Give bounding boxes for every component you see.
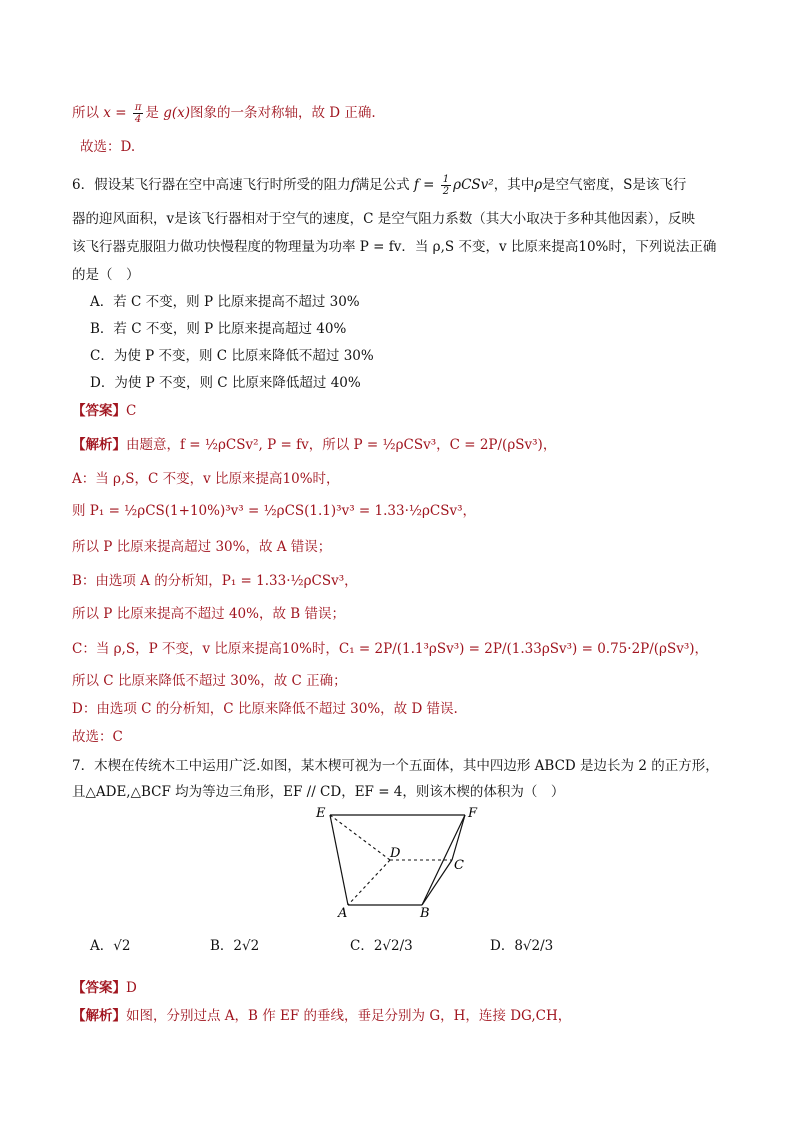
q6-analysis-4: 所以 P 比原来提高超过 30%，故 A 错误；: [72, 539, 332, 555]
answer-tag: 【答案】: [72, 980, 126, 996]
text: 所以: [72, 105, 99, 121]
q6-answer: [72, 402, 754, 420]
q7-option-c[interactable]: C．2√2/3: [350, 938, 413, 954]
label-F: F: [468, 806, 478, 821]
q6-analysis-6: 所以 P 比原来提高不超过 40%，故 B 错误；: [72, 606, 345, 622]
q6-analysis-8: 所以 C 比原来降低不超过 30%，故 C 正确；: [72, 673, 347, 689]
var-f: f: [350, 177, 356, 193]
label-E: E: [316, 806, 326, 821]
q6-line-1: [72, 174, 754, 197]
formula-drag: f = $\frac{1}{2}$ ρCSv²: [413, 174, 494, 197]
q6-choice: 故选：C: [72, 729, 123, 745]
label-A: A: [338, 906, 348, 920]
analysis-text: 由题意，f = ½ρCSv², P = fv，所以 P = ½ρCSv³，C = 2P/(ρSv³)，: [126, 437, 557, 453]
q6-analysis-7: C：当 ρ,S，P 不变，v 比原来提高10%时，C₁ = 2P/(1.1³ρSv³) = 2P/(1.33ρSv³) = 0.75·2P/(ρSv³)，: [72, 641, 709, 657]
q7-option-b[interactable]: B．2√2: [210, 938, 260, 954]
q6-analysis-9: D：由选项 C 的分析知，C 比原来降低不超过 30%，故 D 错误.: [72, 701, 458, 717]
label-B: B: [420, 906, 430, 920]
q7-option-a[interactable]: A．√2: [90, 938, 131, 954]
analysis-tag: 【解析】: [72, 437, 126, 453]
edge-BC: [422, 860, 452, 905]
q7-option-d[interactable]: D．8√2/3: [490, 938, 554, 954]
analysis-text: 如图，分别过点 A，B 作 EF 的垂线，垂足分别为 G，H，连接 DG,CH，: [126, 1008, 572, 1024]
var-rho: ρ: [534, 177, 543, 193]
prev-conclusion-line: [72, 102, 754, 125]
text: 满足公式: [355, 177, 410, 193]
q6-analysis-1: [72, 436, 754, 454]
answer-value: C: [126, 403, 137, 419]
q6-option-a[interactable]: A．若 C 不变，则 P 比原来提高不超过 30%: [90, 294, 360, 310]
q7-answer: [72, 979, 754, 997]
label-D: D: [390, 846, 401, 861]
q6-analysis-3: 则 P₁ = ½ρCS(1+10%)³v³ = ½ρCS(1.1)³v³ = 1.33·½ρCSv³，: [72, 503, 476, 519]
q6-option-b[interactable]: B．若 C 不变，则 P 比原来提高超过 40%: [90, 321, 347, 337]
text: ，其中: [493, 177, 535, 193]
edge-EA: [330, 815, 348, 905]
q7-line-2: 且△ADE,△BCF 均为等边三角形，EF // CD，EF = 4，则该木楔的体积为（ ）: [72, 784, 565, 800]
q6-analysis-2: A：当 ρ,S，C 不变，v 比原来提高10%时，: [72, 471, 340, 487]
edge-ED: [330, 815, 390, 860]
formula-g: g(x): [163, 105, 190, 121]
text: 是: [145, 105, 159, 121]
text: 是空气密度，S是该飞行: [542, 177, 687, 193]
text: 图象的一条对称轴，故 D 正确.: [189, 105, 376, 121]
wedge-figure: [310, 805, 490, 920]
q6-option-d[interactable]: D．为使 P 不变，则 C 比原来降低超过 40%: [90, 375, 361, 391]
q6-line-3: 该飞行器克服阻力做功快慢程度的物理量为功率 P = fv．当 ρ,S 不变，v 比原来提高10%时，下列说法正确: [72, 239, 717, 255]
answer-tag: 【答案】: [72, 403, 126, 419]
q6-line-4: 的是（ ）: [72, 267, 140, 283]
formula-x: x = $\frac{\pi}{4}$: [103, 102, 142, 125]
q6-line-2: 器的迎风面积，v是该飞行器相对于空气的速度，C 是空气阻力系数（其大小取决于多种其他因素），反映: [72, 211, 695, 227]
text: 6．假设某飞行器在空中高速飞行时所受的阻力: [72, 177, 351, 193]
answer-value: D: [126, 980, 137, 996]
q6-option-c[interactable]: C．为使 P 不变，则 C 比原来降低不超过 30%: [90, 348, 374, 364]
prev-choice: 故选：D.: [80, 139, 136, 155]
q6-analysis-5: B：由选项 A 的分析知，P₁ = 1.33·½ρCSv³，: [72, 573, 358, 589]
q7-analysis-1: [72, 1007, 754, 1025]
edge-DA: [348, 860, 390, 905]
label-C: C: [454, 858, 464, 873]
q7-line-1: 7．木楔在传统木工中运用广泛.如图，某木楔可视为一个五面体，其中四边形 ABCD 是边长为 2 的正方形，: [72, 758, 719, 774]
analysis-tag: 【解析】: [72, 1008, 126, 1024]
